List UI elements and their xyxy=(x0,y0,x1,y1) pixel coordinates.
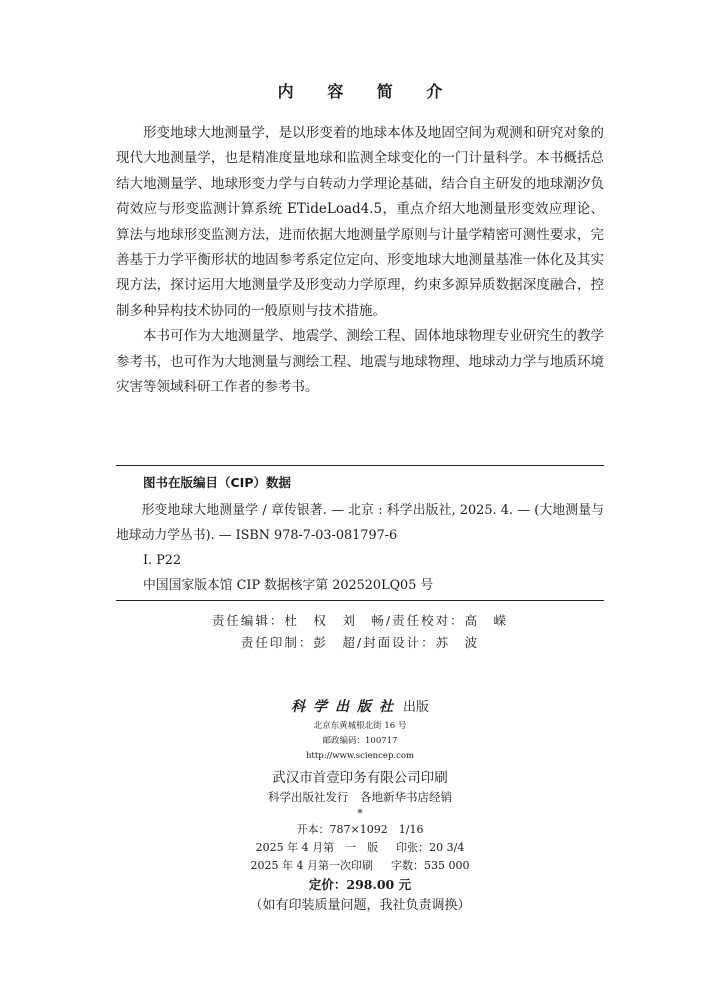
printing-text: 2025 年 4 月第一次印刷 xyxy=(250,859,373,872)
sheets-text: 印张：20 3/4 xyxy=(396,841,465,854)
cip-classification: I. P22 xyxy=(143,553,182,568)
printer-line: 武汉市首壹印务有限公司印刷 xyxy=(272,770,448,786)
edition-text: 2025 年 4 月第 一 版 xyxy=(255,841,379,854)
publisher-postcode: 邮政编码：100717 xyxy=(322,736,398,746)
intro-paragraph-2: 本书可作为大地测量学、地震学、测绘工程、固体地球物理专业研究生的教学参考书，也可作为大地测量与测绘工程、地震与地球物理、地球动力学与地质环境灾害等领域科研工作者的参考书。 xyxy=(116,328,604,396)
cip-verification-number: 中国国家版本馆 CIP 数据核字第 202520LQ05 号 xyxy=(143,578,434,593)
format-line: 开本：787×1092 1/16 xyxy=(296,823,424,836)
printing-line xyxy=(0,857,720,875)
publisher-website: http://www.sciencep.com xyxy=(305,751,415,761)
staff-line-production: 责任印制：彭 超/封面设计：苏 波 xyxy=(240,635,480,650)
cip-heading: 图书在版编目（CIP）数据 xyxy=(143,475,291,490)
publisher-logo: 科学出版社 xyxy=(290,699,401,715)
cip-top-rule xyxy=(116,465,604,466)
editorial-staff xyxy=(0,610,720,654)
separator-star: * xyxy=(357,807,363,820)
edition-line xyxy=(0,839,720,857)
book-introduction xyxy=(116,121,604,400)
publisher-address: 北京东黄城根北街 16 号 xyxy=(313,721,407,731)
quality-notice: （如有印装质量问题，我社负责调换） xyxy=(249,898,471,913)
cip-entry: 形变地球大地测量学 / 章传银著. — 北京 : 科学出版社, 2025. 4. — (大地测量与地球动力学丛书). — ISBN 978-7-03-081797-6 xyxy=(116,503,604,543)
publisher-line xyxy=(0,696,720,719)
distribution-line: 科学出版社发行 各地新华书店经销 xyxy=(268,790,452,804)
section-title: 内 容 简 介 xyxy=(277,82,457,101)
imprint-block xyxy=(0,696,720,917)
staff-line-editors: 责任编辑：杜 权 刘 畅/责任校对：高 嵘 xyxy=(211,613,509,628)
cip-bottom-rule xyxy=(116,600,604,601)
words-text: 字数：535 000 xyxy=(390,859,470,872)
price-line: 定价：298.00 元 xyxy=(308,877,412,892)
cip-data-block xyxy=(116,465,604,601)
intro-paragraph-1: 形变地球大地测量学，是以形变着的地球本体及地固空间为观测和研究对象的现代大地测量学，也是精准度量地球和监测全球变化的一门计量科学。本书概括总结大地测量学、地球形变力学与自转动力学理论基础，结合自主研发的地球潮汐负荷效应与形变监测计算系统 ETideLoad4.5，重点介绍大地测量形变效应理论、算法与地球形变监测方法，进而依据大地测量学原则与计量学精密可测性要求，完善基于力学平衡形状的地固参考系定位定向、形变地球大地测量基准一体化及其实现方法，探讨运用大地测量学及形变动力学原理，约束多源异质数据深度融合，控制多种异构技术协同的一般原则与技术措施。 xyxy=(116,125,604,319)
publisher-suffix: 出版 xyxy=(402,700,429,715)
